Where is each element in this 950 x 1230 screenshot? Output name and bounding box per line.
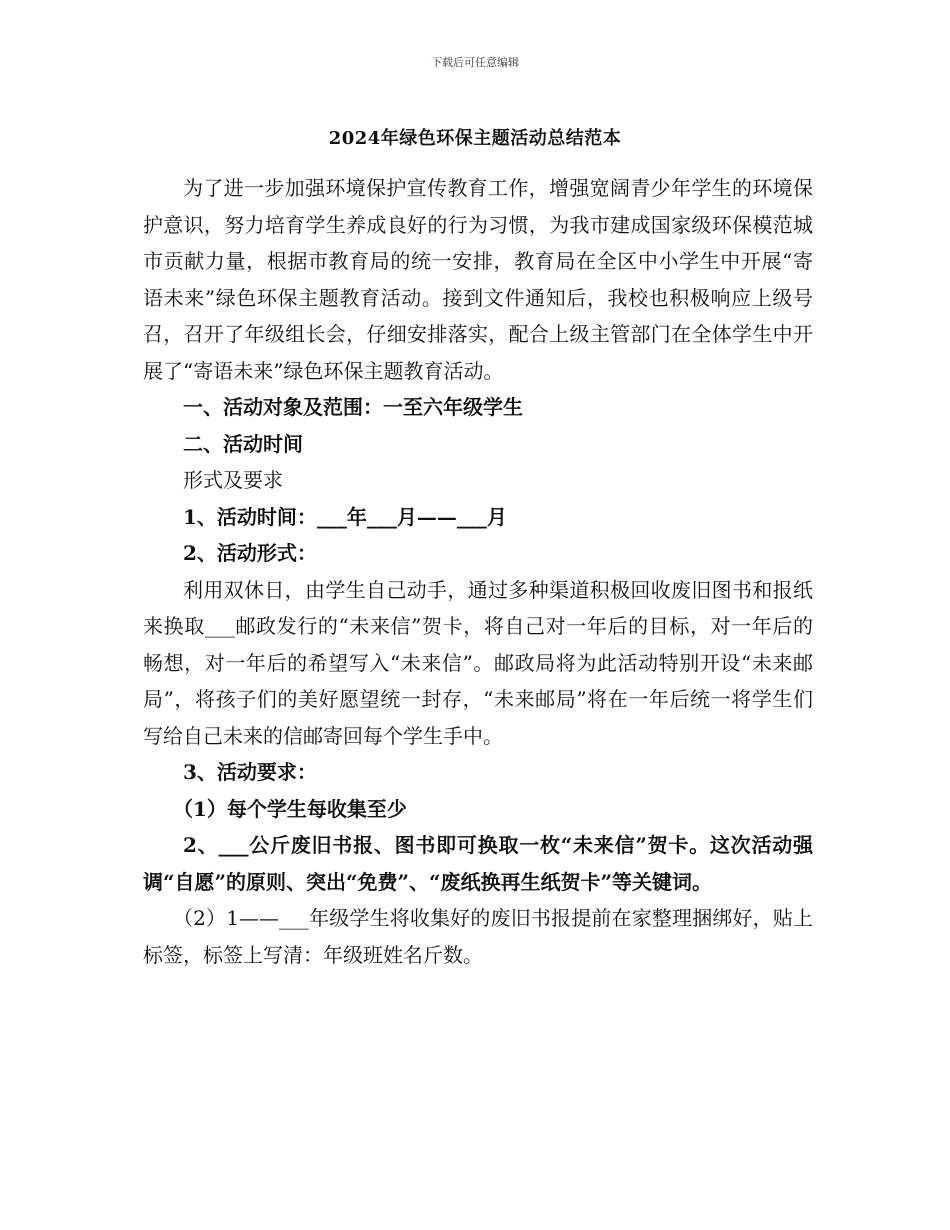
header-note: 下载后可任意编辑 — [431, 56, 519, 69]
requirement-2: （2）1——___年级学生将收集好的废旧书报提前在家整理捆绑好，贴上标签，标签上写清：年级班姓名斤数。 — [143, 906, 813, 967]
activity-description-paragraph: 利用双休日，由学生自己动手，通过多种渠道积极回收废旧图书和报纸来换取___邮政发行的“未来信”贺卡，将自己对一年后的目标，对一年后的畅想，对一年后的希望写入“未来信”。邮政局将为此活动特别开设“未来邮局”，将孩子们的美好愿望统一封存，“未来邮局”将在一年后统一将学生们写给自己未来的信邮寄回每个学生手中。 — [143, 577, 813, 748]
document-body — [143, 170, 813, 973]
item-activity-time: 1、活动时间：___年___月——___月 — [183, 504, 507, 529]
document-title: 2024年绿色环保主题活动总结范本 — [328, 128, 622, 149]
item-activity-form: 2、活动形式： — [183, 541, 317, 565]
item-activity-requirements: 3、活动要求： — [183, 760, 317, 784]
section-heading-time: 二、活动时间 — [183, 431, 303, 456]
section-heading-scope: 一、活动对象及范围：一至六年级学生 — [183, 395, 523, 419]
intro-paragraph: 为了进一步加强环境保护宣传教育工作，增强宽阔青少年学生的环境保护意识，努力培育学生养成良好的行为习惯，为我市建成国家级环保模范城市贡献力量，根据市教育局的统一安排，教育局在全区中小学生中开展“寄语未来”绿色环保主题教育活动。接到文件通知后，我校也积极响应上级号召，召开了年级组长会，仔细安排落实，配合上级主管部门在全体学生中开展了“寄语未来”绿色环保主题教育活动。 — [143, 176, 813, 383]
form-requirements-label: 形式及要求 — [183, 468, 283, 492]
requirement-1: （1）每个学生每收集至少 — [173, 796, 407, 821]
requirement-1-continued: 2、___公斤废旧书报、图书即可换取一枚“未来信”贺卡。这次活动强调“自愿”的原则、突出“免费”、“废纸换再生纸贺卡”等关键词。 — [143, 833, 813, 894]
